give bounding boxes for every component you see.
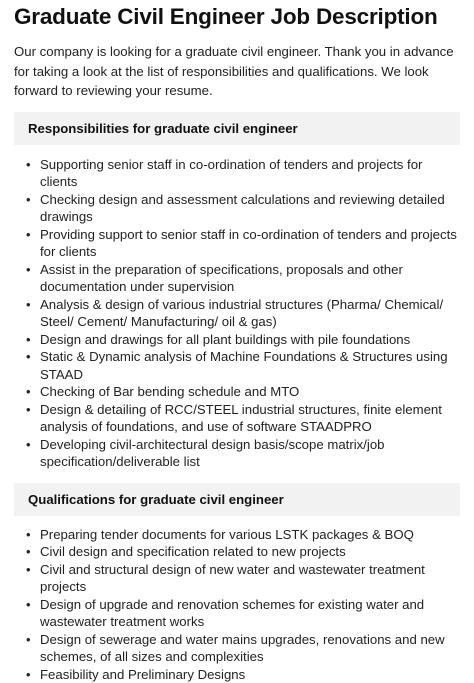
list-item: • Supporting senior staff in co-ordination of tenders and projects for clients bbox=[26, 156, 460, 191]
list-item: • Providing support to senior staff in co-ordination of tenders and projects for clients bbox=[26, 226, 460, 261]
bullet-icon: • bbox=[26, 383, 31, 401]
bullet-icon: • bbox=[26, 561, 31, 579]
bullet-icon: • bbox=[26, 331, 31, 349]
qualifications-heading: Qualifications for graduate civil engineer bbox=[14, 483, 460, 516]
list-item: • Design and drawings for all plant buildings with pile foundations bbox=[26, 331, 460, 349]
bullet-icon: • bbox=[26, 156, 31, 174]
bullet-icon: • bbox=[26, 631, 31, 649]
bullet-icon: • bbox=[26, 596, 31, 614]
bullet-icon: • bbox=[26, 401, 31, 419]
page-title: Graduate Civil Engineer Job Description bbox=[14, 0, 460, 31]
list-item: • Assist in the preparation of specifications, proposals and other documentation under supervision bbox=[26, 261, 460, 296]
list-item: • Design & detailing of RCC/STEEL industrial structures, finite element analysis of foundations, and use of software STAADPRO bbox=[26, 401, 460, 436]
list-item: • Checking of Bar bending schedule and MTO bbox=[26, 383, 460, 401]
bullet-icon: • bbox=[26, 226, 31, 244]
list-item: • Feasibility and Preliminary Designs bbox=[26, 666, 460, 683]
list-item: • Civil design and specification related to new projects bbox=[26, 543, 460, 561]
bullet-icon: • bbox=[26, 348, 31, 366]
bullet-icon: • bbox=[26, 666, 31, 683]
bullet-icon: • bbox=[26, 543, 31, 561]
list-item: • Civil and structural design of new water and wastewater treatment projects bbox=[26, 561, 460, 596]
bullet-icon: • bbox=[26, 436, 31, 454]
list-item: • Analysis & design of various industrial structures (Pharma/ Chemical/ Steel/ Cement/ Manufacturing/ oil & gas) bbox=[26, 296, 460, 331]
responsibilities-list bbox=[14, 156, 460, 471]
list-item: • Developing civil-architectural design basis/scope matrix/job specification/deliverable list bbox=[26, 436, 460, 471]
list-item: • Design of sewerage and water mains upgrades, renovations and new schemes, of all sizes and complexities bbox=[26, 631, 460, 666]
qualifications-list bbox=[14, 526, 460, 683]
list-item: • Preparing tender documents for various LSTK packages & BOQ bbox=[26, 526, 460, 544]
bullet-icon: • bbox=[26, 296, 31, 314]
list-item: • Static & Dynamic analysis of Machine Foundations & Structures using STAAD bbox=[26, 348, 460, 383]
list-item: • Checking design and assessment calculations and reviewing detailed drawings bbox=[26, 191, 460, 226]
bullet-icon: • bbox=[26, 191, 31, 209]
responsibilities-heading: Responsibilities for graduate civil engineer bbox=[14, 112, 460, 145]
intro-paragraph: Our company is looking for a graduate civil engineer. Thank you in advance for taking a look at the list of responsibilities and qualifications. We look forward to reviewing your resume. bbox=[14, 42, 460, 101]
bullet-icon: • bbox=[26, 526, 31, 544]
bullet-icon: • bbox=[26, 261, 31, 279]
list-item: • Design of upgrade and renovation schemes for existing water and wastewater treatment works bbox=[26, 596, 460, 631]
